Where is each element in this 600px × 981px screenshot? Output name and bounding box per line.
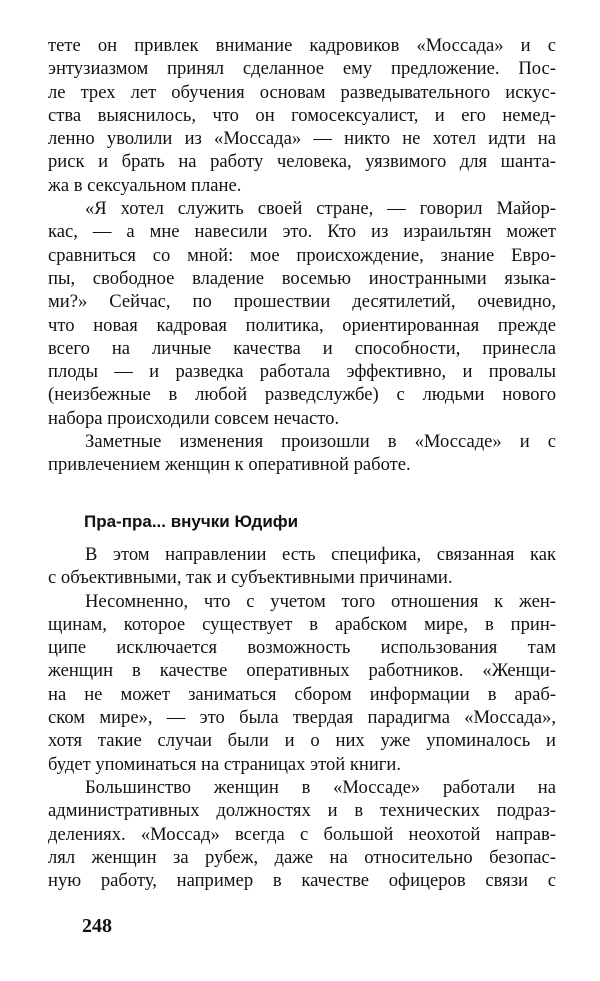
text-line: будет упоминаться на страницах этой книги.: [48, 753, 402, 775]
text-line: женщин в качестве оперативных работников. «Женщи-: [48, 660, 556, 682]
text-line: делениях. «Моссад» всегда с большой неохотой направ-: [48, 823, 556, 845]
text-line: привлечением женщин к оперативной работе.: [48, 454, 411, 476]
text-line: (неизбежные в любой разведслужбе) с людьми нового: [48, 384, 556, 406]
text-line: ском мире», — это была твердая парадигма «Моссада»,: [48, 707, 556, 729]
text-line: тете он привлек внимание кадровиков «Моссада» и с: [48, 35, 556, 56]
text-line: ства выяснилось, что он гомосексуалист, и его немед-: [48, 104, 556, 126]
text-line: энтузиазмом принял сделанное ему предложение. Пос-: [48, 58, 556, 80]
text-line: жа в сексуальном плане.: [48, 174, 242, 196]
text-line: хотя такие случаи были и о них уже упоминалось и: [48, 730, 556, 752]
section-heading: Пра-пра... внучки Юдифи: [84, 512, 299, 531]
text-line: сравниться со мной: мое происхождение, знание Евро-: [48, 244, 556, 266]
text-line: что новая кадровая политика, ориентированная прежде: [48, 314, 556, 336]
text-line: лял женщин за рубеж, даже на относительно безопас-: [48, 846, 556, 868]
text-line: ми?» Сейчас, по прошествии десятилетий, очевидно,: [48, 291, 556, 313]
text-line: на не может заниматься сбором информации в араб-: [48, 683, 556, 705]
text-line: Несомненно, что с учетом того отношения к жен-: [85, 590, 556, 612]
text-line: ле трех лет обучения основам разведывательного искус-: [48, 81, 556, 103]
text-block-top: [48, 34, 556, 477]
text-line: ципе исключается возможность использования там: [48, 637, 556, 659]
text-line: Заметные изменения произошли в «Моссаде» и с: [85, 431, 556, 453]
text-line: административных должностях и в технических подраз-: [48, 800, 556, 822]
text-line: плоды — и разведка работала эффективно, и провалы: [48, 361, 556, 383]
text-line: набора происходили совсем нечасто.: [48, 407, 340, 429]
text-line: ную работу, например в качестве офицеров связи с: [48, 870, 556, 892]
text-line: ленно уволили из «Моссада» — никто не хотел идти на: [48, 128, 556, 150]
text-line: риск и брать на работу человека, уязвимого для шанта-: [48, 151, 556, 173]
text-line: пы, свободное владение восемью иностранными языка-: [48, 267, 556, 289]
text-block-bottom: [48, 543, 556, 892]
text-line: «Я хотел служить своей стране, — говорил Майор-: [85, 198, 556, 220]
text-line: щинам, которое существует в арабском мире, в прин-: [48, 613, 556, 635]
page-number: 248: [82, 915, 112, 937]
text-line: с объективными, так и субъективными причинами.: [48, 567, 453, 589]
text-line: кас, — а мне навесили это. Кто из израильтян может: [48, 221, 556, 243]
text-line: Большинство женщин в «Моссаде» работали на: [85, 776, 556, 798]
text-line: всего на личные качества и способности, принесла: [48, 337, 556, 359]
text-line: В этом направлении есть специфика, связанная как: [85, 544, 556, 565]
